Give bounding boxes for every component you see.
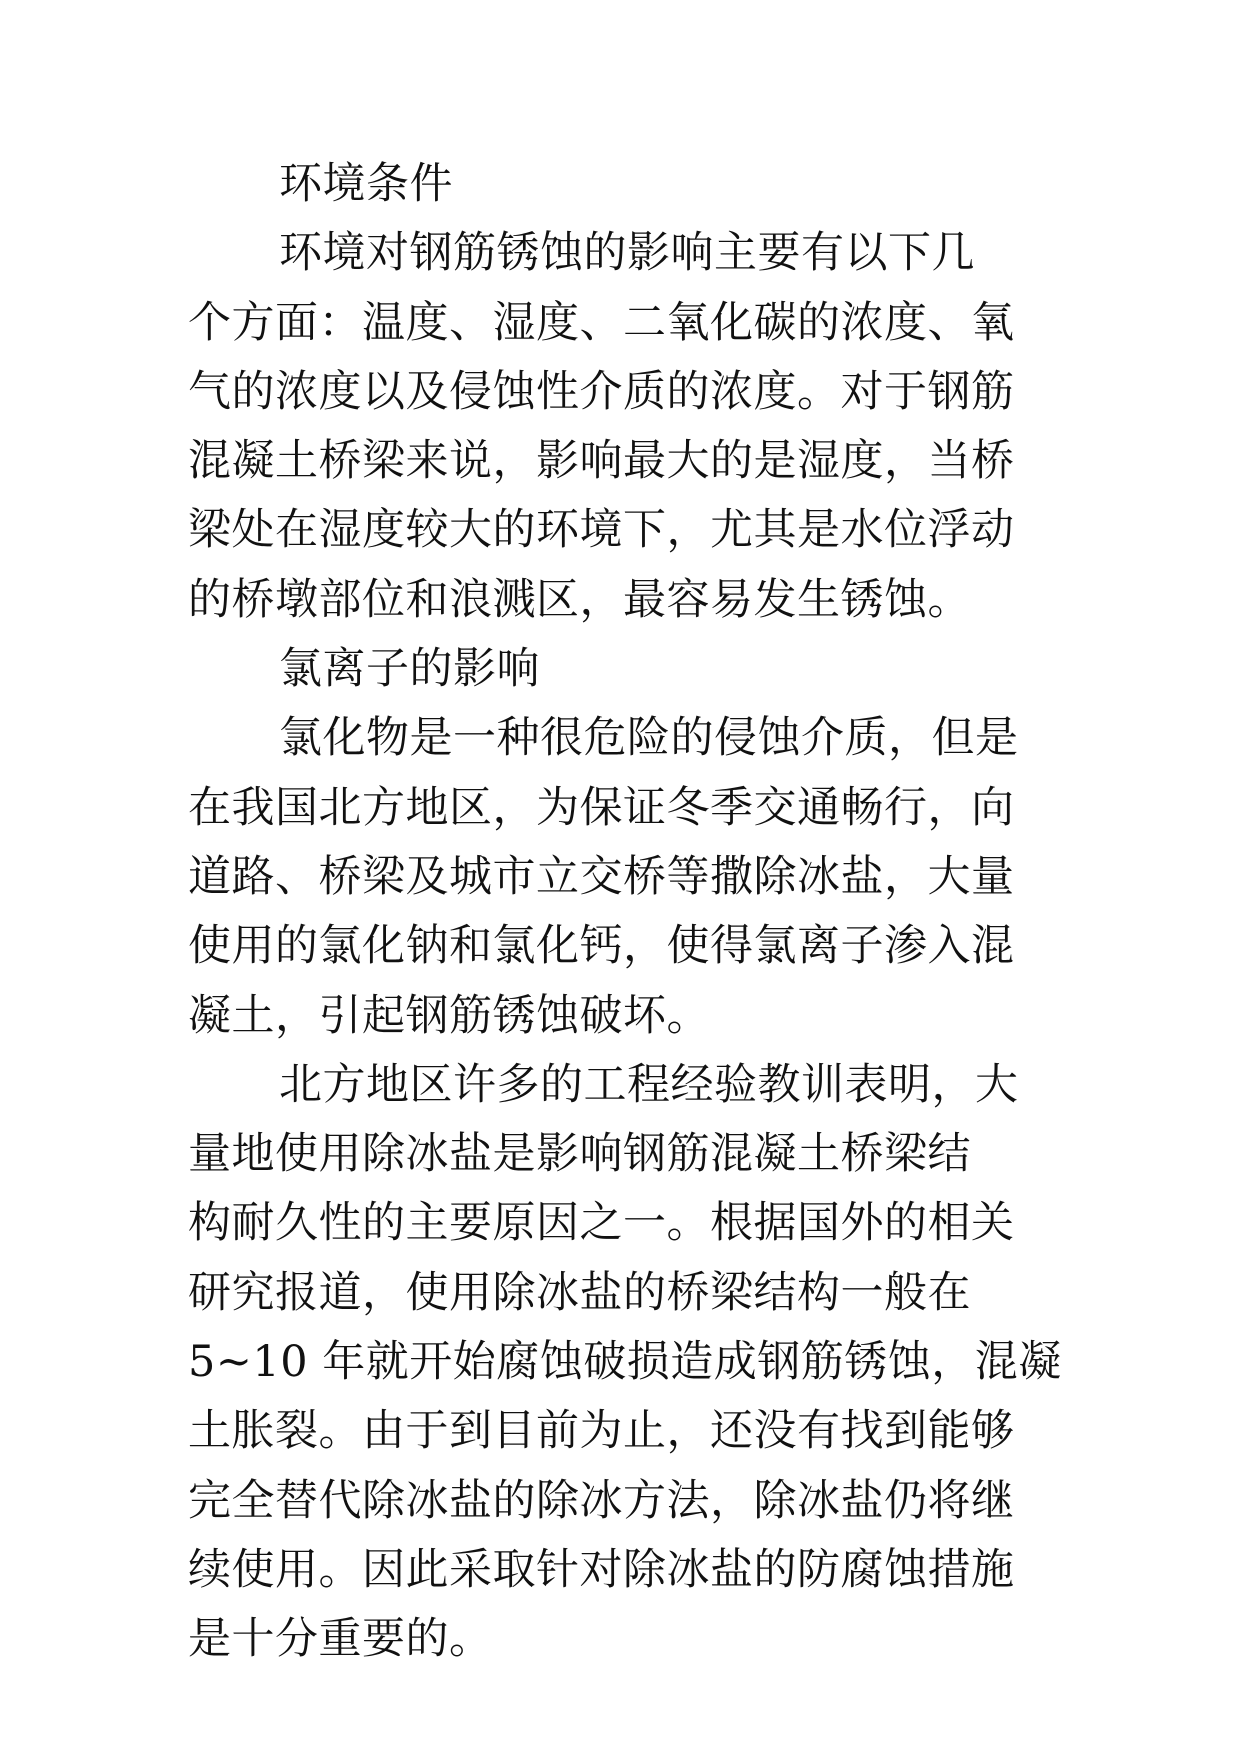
paragraph-line: 使用的氯化钠和氯化钙，使得氯离子渗入混 [188, 921, 1015, 972]
paragraph-line: 完全替代除冰盐的除冰方法，除冰盐仍将继 [188, 1475, 1015, 1526]
paragraph-line: 个方面：温度、湿度、二氧化碳的浓度、氧 [188, 297, 1015, 348]
paragraph-line: 北方地区许多的工程经验教训表明，大 [279, 1059, 1019, 1110]
paragraph-line: 的桥墩部位和浪溅区，最容易发生锈蚀。 [188, 574, 971, 625]
paragraph-line: 量地使用除冰盐是影响钢筋混凝土桥梁结 [188, 1129, 971, 1180]
paragraph-line: 在我国北方地区，为保证冬季交通畅行，向 [188, 782, 1015, 833]
heading-environment-conditions: 环境条件 [279, 159, 453, 209]
paragraph-line: 梁处在湿度较大的环境下，尤其是水位浮动 [188, 505, 1015, 556]
paragraph-line: 环境对钢筋锈蚀的影响主要有以下几 [279, 228, 975, 279]
paragraph-line: 凝土，引起钢筋锈蚀破坏。 [188, 990, 710, 1041]
paragraph-line: 续使用。因此采取针对除冰盐的防腐蚀措施 [188, 1544, 1015, 1595]
paragraph-line: 是十分重要的。 [188, 1614, 493, 1665]
paragraph-line: 构耐久性的主要原因之一。根据国外的相关 [188, 1198, 1015, 1249]
paragraph-line: 5~10 年就开始腐蚀破损造成钢筋锈蚀，混凝 [188, 1337, 1062, 1388]
paragraph-line: 土胀裂。由于到目前为止，还没有找到能够 [188, 1406, 1015, 1457]
document-body [188, 150, 1062, 1675]
paragraph-line: 氯化物是一种很危险的侵蚀介质，但是 [279, 713, 1019, 764]
heading-chloride-ion-influence: 氯离子的影响 [279, 644, 540, 695]
paragraph-line: 气的浓度以及侵蚀性介质的浓度。对于钢筋 [188, 366, 1015, 417]
paragraph-line: 混凝土桥梁来说，影响最大的是湿度，当桥 [188, 436, 1015, 487]
paragraph-line: 研究报道，使用除冰盐的桥梁结构一般在 [188, 1267, 971, 1318]
paragraph-line: 道路、桥梁及城市立交桥等撒除冰盐，大量 [188, 851, 1015, 902]
